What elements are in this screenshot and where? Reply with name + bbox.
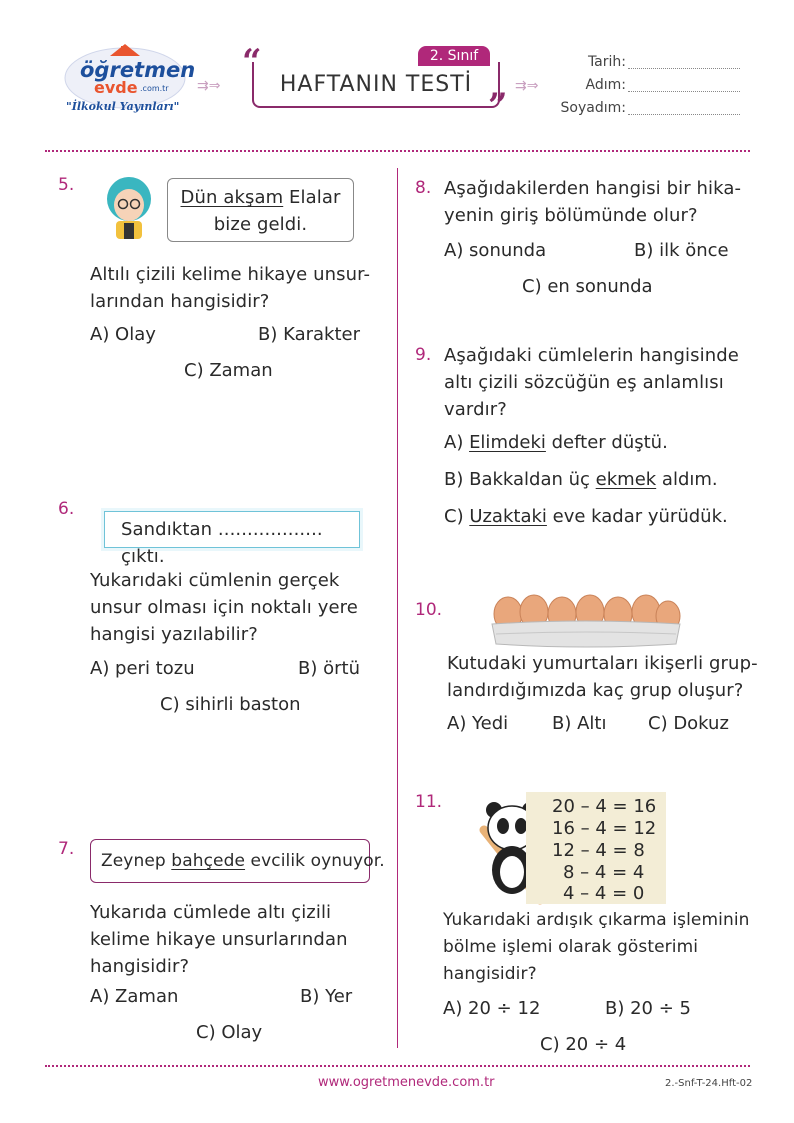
- option-c[interactable]: C) Uzaktaki eve kadar yürüdük.: [444, 506, 728, 527]
- question-number: 9.: [415, 345, 432, 365]
- double-arrow-icon: ⇉⇒: [197, 78, 221, 94]
- double-arrow-icon: ⇉⇒: [515, 78, 539, 94]
- option-c[interactable]: C) Zaman: [184, 360, 273, 381]
- question-text: vardır?: [444, 399, 507, 420]
- underlined-word: Dün akşam: [180, 187, 284, 208]
- title-box: [252, 62, 500, 108]
- option-a[interactable]: A) Olay: [90, 324, 156, 345]
- question-text: Yukarıdaki ardışık çıkarma işleminin: [443, 910, 750, 930]
- surname-label: Soyadım:: [560, 100, 626, 116]
- option-c[interactable]: C) 20 ÷ 4: [540, 1034, 627, 1055]
- logo-tagline: "İlkokul Yayınları": [66, 100, 180, 113]
- option-a[interactable]: A) Elimdeki defter düştü.: [444, 432, 668, 453]
- question-text: Yukarıdaki cümlenin gerçek: [90, 570, 340, 591]
- open-quote-icon: “: [242, 42, 262, 82]
- question-text: landırdığımızda kaç grup oluşur?: [447, 680, 744, 701]
- question-text: unsur olması için noktalı yere: [90, 597, 358, 618]
- question-text: hangisidir?: [443, 964, 537, 984]
- page-title: HAFTANIN TESTİ: [279, 72, 473, 97]
- girl-illustration: [104, 175, 154, 240]
- option-a[interactable]: A) peri tozu: [90, 658, 195, 679]
- footer-divider: [45, 1065, 750, 1067]
- name-field[interactable]: [628, 79, 740, 92]
- logo-word-1: öğretmen: [80, 58, 196, 82]
- option-a[interactable]: A) sonunda: [444, 240, 547, 261]
- date-field[interactable]: [628, 56, 740, 69]
- underlined-word: bahçede: [171, 851, 246, 871]
- option-a[interactable]: A) Yedi: [447, 713, 509, 734]
- option-b[interactable]: B) Altı: [552, 713, 607, 734]
- name-label: Adım:: [585, 77, 626, 93]
- document-code: 2.-Snf-T-24.Hft-02: [665, 1078, 753, 1089]
- surname-field[interactable]: [628, 102, 740, 115]
- question-text: larından hangisidir?: [90, 291, 270, 312]
- option-c[interactable]: C) en sonunda: [522, 276, 653, 297]
- question-text: altı çizili sözcüğün eş anlamlısı: [444, 372, 724, 393]
- number-board: 20 – 4 = 16 16 – 4 = 12 12 – 4 = 8 8 – 4 = 4 4 – 4 = 0: [526, 792, 666, 904]
- option-b[interactable]: B) ilk önce: [634, 240, 729, 261]
- sentence-box: Sandıktan .................. çıktı.: [104, 511, 360, 548]
- logo-word-2: evde: [94, 78, 138, 97]
- logo-domain: .com.tr: [140, 84, 169, 93]
- question-number: 8.: [415, 178, 432, 198]
- date-label: Tarih:: [587, 54, 626, 70]
- question-text: Aşağıdakilerden hangisi bir hika-: [444, 178, 742, 199]
- option-b[interactable]: B) Karakter: [258, 324, 360, 345]
- option-b[interactable]: B) 20 ÷ 5: [605, 998, 691, 1019]
- question-number: 11.: [415, 792, 443, 812]
- option-a[interactable]: A) 20 ÷ 12: [443, 998, 541, 1019]
- option-a[interactable]: A) Zaman: [90, 986, 179, 1007]
- question-text: Altılı çizili kelime hikaye unsur-: [90, 264, 371, 285]
- question-text: yenin giriş bölümünde olur?: [444, 205, 698, 226]
- question-text: Yukarıda cümlede altı çizili: [90, 902, 332, 923]
- question-number: 6.: [58, 499, 75, 519]
- grade-badge: 2. Sınıf: [418, 46, 490, 66]
- close-quote-icon: ”: [488, 86, 508, 126]
- question-text: bölme işlemi olarak gösterimi: [443, 937, 699, 957]
- question-number: 7.: [58, 839, 75, 859]
- option-c[interactable]: C) sihirli baston: [160, 694, 301, 715]
- question-text: Kutudaki yumurtaları ikişerli grup-: [447, 653, 758, 674]
- question-number: 5.: [58, 175, 75, 195]
- question-text: hangisi yazılabilir?: [90, 624, 258, 645]
- option-b[interactable]: B) örtü: [298, 658, 360, 679]
- option-b[interactable]: B) Yer: [300, 986, 353, 1007]
- footer-url[interactable]: www.ogretmenevde.com.tr: [318, 1075, 495, 1090]
- option-c[interactable]: C) Dokuz: [648, 713, 729, 734]
- sentence-box: Zeynep bahçede evcilik oynuyor.: [90, 839, 370, 883]
- publisher-logo: [60, 40, 196, 122]
- egg-carton-illustration: [488, 592, 684, 650]
- header-divider: [45, 150, 750, 152]
- question-text: hangisidir?: [90, 956, 190, 977]
- speech-bubble: Dün akşam Elalar bize geldi.: [167, 178, 354, 242]
- option-b[interactable]: B) Bakkaldan üç ekmek aldım.: [444, 469, 718, 490]
- column-divider: [397, 168, 398, 1048]
- question-number: 10.: [415, 600, 443, 620]
- question-text: Aşağıdaki cümlelerin hangisinde: [444, 345, 739, 366]
- option-c[interactable]: C) Olay: [196, 1022, 263, 1043]
- question-text: kelime hikaye unsurlarından: [90, 929, 348, 950]
